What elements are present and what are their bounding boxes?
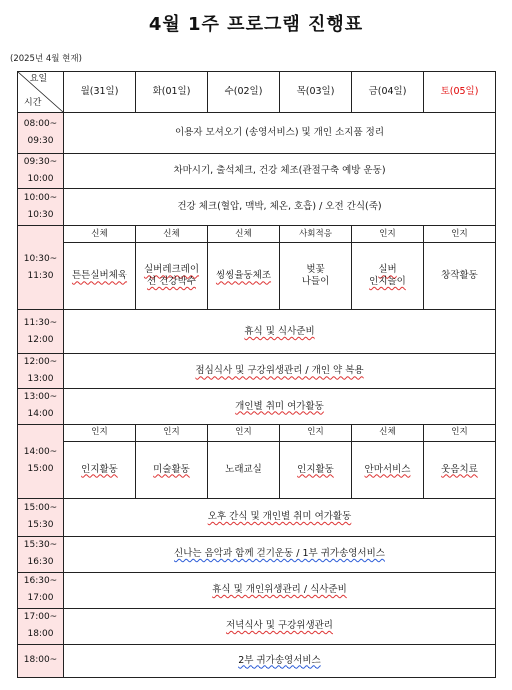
page-title: 4월 1주 프로그램 진행표 [148,14,364,35]
category-row [18,226,496,243]
program-cell: 실버 인지놀이 [352,243,424,310]
schedule-row [18,498,496,536]
schedule-row [18,572,496,608]
activity-cell: 점심식사 및 구강위생관리 / 개인 약 복용 [64,354,496,389]
activity-cell: 차마시기, 출석체크, 건강 체조(관절구축 예방 운동) [64,154,496,189]
time-cell: 10:30~ 11:30 [18,226,64,310]
corner-time-label: 시간 [24,97,42,108]
category-cell: 인지 [64,424,136,441]
schedule-table [17,71,496,678]
time-cell: 13:00~ 14:00 [18,389,64,424]
day-fri: 금(04일) [352,72,424,113]
category-cell: 인지 [280,424,352,441]
category-cell: 인지 [136,424,208,441]
category-cell: 인지 [208,424,280,441]
time-cell: 18:00~ [18,644,64,677]
activity-cell: 개인별 취미 여가활동 [64,389,496,424]
program-row [18,243,496,310]
time-cell: 17:00~ 18:00 [18,608,64,644]
program-cell: 안마서비스 [352,441,424,498]
category-cell: 인지 [352,226,424,243]
time-cell: 09:30~ 10:00 [18,154,64,189]
time-cell: 11:30~ 12:00 [18,310,64,354]
time-cell: 08:00~ 09:30 [18,113,64,154]
day-tue: 화(01일) [136,72,208,113]
program-cell: 튼튼실버체육 [64,243,136,310]
program-cell: 웃음치료 [424,441,496,498]
category-cell: 신체 [136,226,208,243]
time-cell: 16:30~ 17:00 [18,572,64,608]
header-corner [18,72,64,113]
time-cell: 15:00~ 15:30 [18,498,64,536]
activity-cell: 2부 귀가송영서비스 [64,644,496,677]
schedule-row [18,389,496,424]
program-cell: 인지활동 [64,441,136,498]
activity-cell: 이용자 모셔오기 (송영서비스) 및 개인 소지품 정리 [64,113,496,154]
category-cell: 신체 [352,424,424,441]
time-cell: 14:00~ 15:00 [18,424,64,498]
time-cell: 15:30~ 16:30 [18,536,64,572]
category-cell: 인지 [424,226,496,243]
activity-cell: 휴식 및 개인위생관리 / 식사준비 [64,572,496,608]
program-cell: 씽씽율동체조 [208,243,280,310]
time-cell: 10:00~ 10:30 [18,189,64,226]
schedule-row [18,154,496,189]
day-thu: 목(03일) [280,72,352,113]
corner-day-label: 요일 [29,74,48,84]
program-cell: 미술활동 [136,441,208,498]
category-cell: 신체 [208,226,280,243]
program-cell: 인지활동 [280,441,352,498]
schedule-row [18,189,496,226]
activity-cell: 오후 간식 및 개인별 취미 여가활동 [64,498,496,536]
as-of-date: (2025년 4월 현재) [10,54,82,64]
header-row [18,72,496,113]
day-sat: 토(05일) [424,72,496,113]
program-cell: 벚꽃 나들이 [280,243,352,310]
time-cell: 12:00~ 13:00 [18,354,64,389]
schedule-row [18,310,496,354]
program-cell: 노래교실 [208,441,280,498]
category-cell: 인지 [424,424,496,441]
schedule-row [18,354,496,389]
schedule-row [18,113,496,154]
activity-cell: 휴식 및 식사준비 [64,310,496,354]
program-cell: 창작활동 [424,243,496,310]
schedule-row [18,644,496,677]
activity-cell: 저녁식사 및 구강위생관리 [64,608,496,644]
category-row [18,424,496,441]
day-mon: 월(31일) [64,72,136,113]
program-row [18,441,496,498]
program-cell: 실버레크레이 션 건강박수 [136,243,208,310]
day-wed: 수(02일) [208,72,280,113]
schedule-row [18,536,496,572]
schedule-row [18,608,496,644]
activity-cell: 건강 체크(혈압, 맥박, 체온, 호흡) / 오전 간식(죽) [64,189,496,226]
activity-cell: 신나는 음악과 함께 걷기운동 / 1부 귀가송영서비스 [64,536,496,572]
category-cell: 사회적응 [280,226,352,243]
category-cell: 신체 [64,226,136,243]
